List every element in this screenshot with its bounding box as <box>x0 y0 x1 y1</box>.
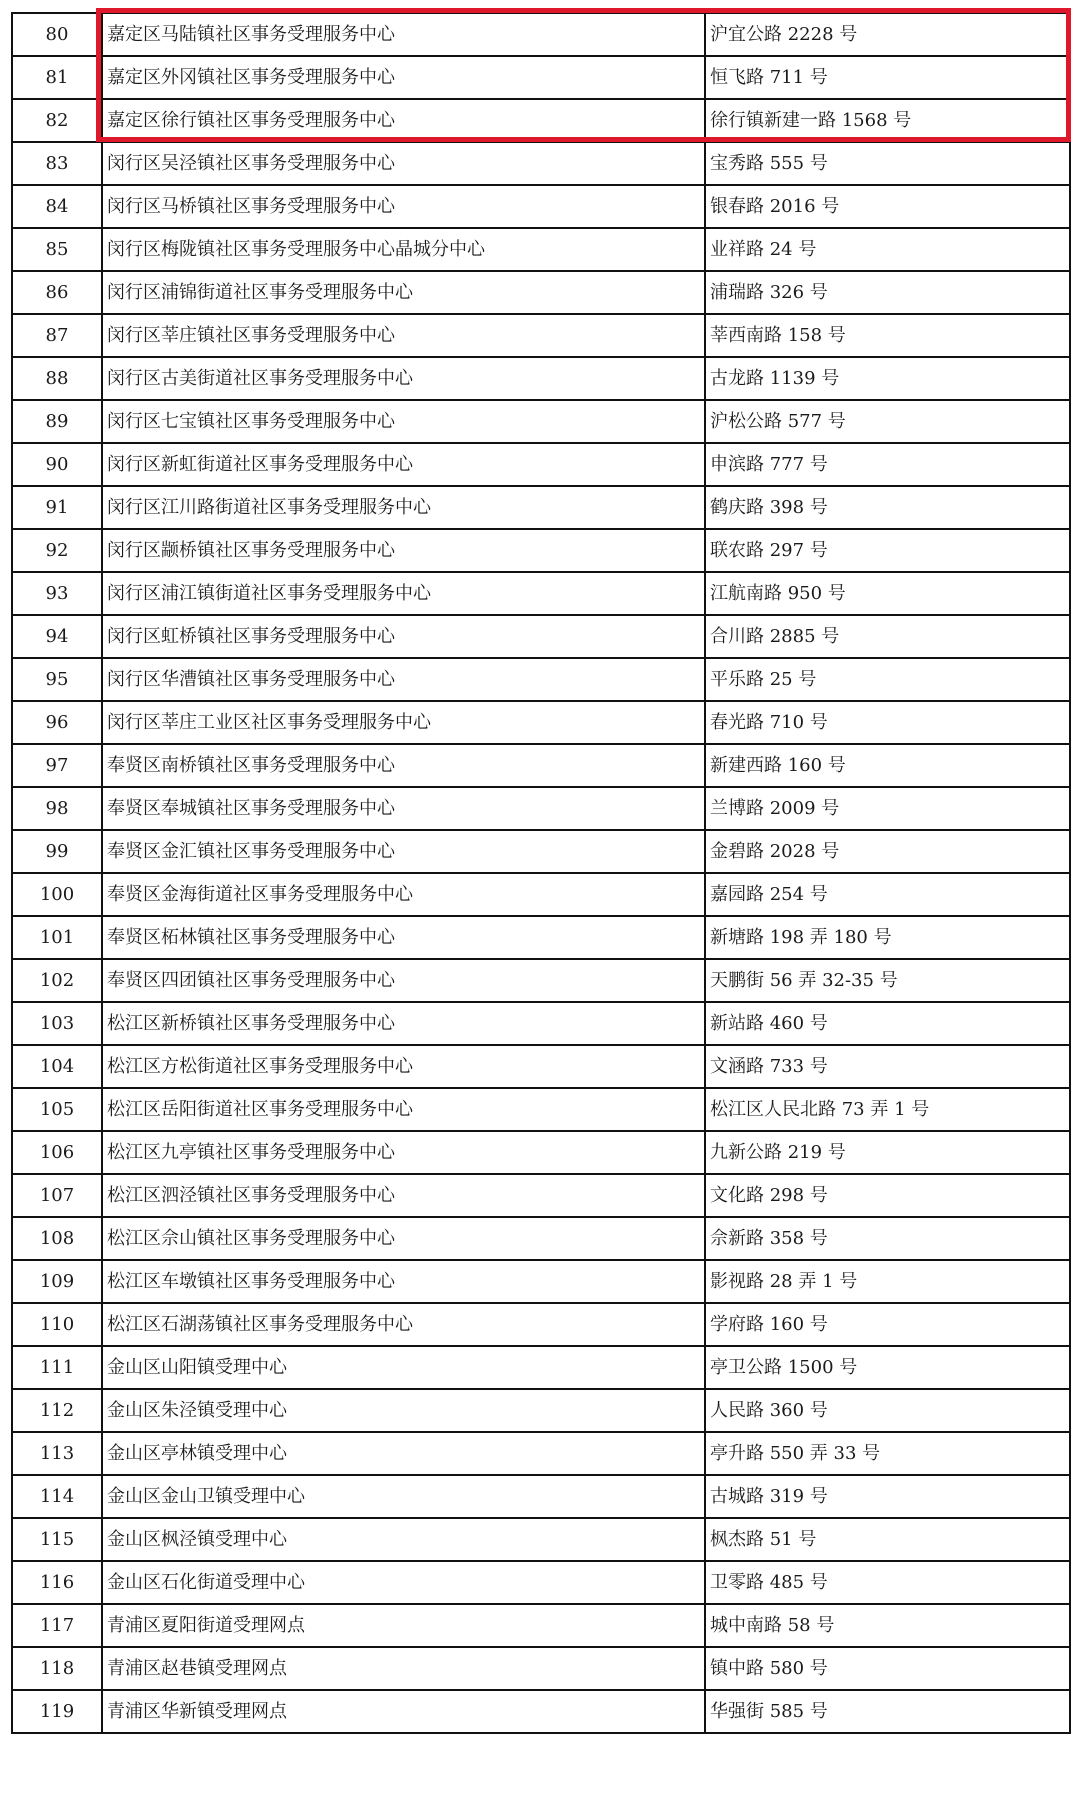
center-name: 金山区石化街道受理中心 <box>102 1561 705 1604</box>
center-name: 金山区金山卫镇受理中心 <box>102 1475 705 1518</box>
table-row <box>12 1518 1070 1561</box>
center-name: 闵行区梅陇镇社区事务受理服务中心晶城分中心 <box>102 228 705 271</box>
center-address: 影视路 28 弄 1 号 <box>705 1260 1070 1303</box>
center-name: 松江区九亭镇社区事务受理服务中心 <box>102 1131 705 1174</box>
table-row <box>12 873 1070 916</box>
center-address: 银春路 2016 号 <box>705 185 1070 228</box>
center-address: 联农路 297 号 <box>705 529 1070 572</box>
row-number: 96 <box>12 701 102 744</box>
center-name: 闵行区江川路街道社区事务受理服务中心 <box>102 486 705 529</box>
table-row <box>12 572 1070 615</box>
center-name: 奉贤区四团镇社区事务受理服务中心 <box>102 959 705 1002</box>
row-number: 86 <box>12 271 102 314</box>
table-row <box>12 486 1070 529</box>
center-address: 松江区人民北路 73 弄 1 号 <box>705 1088 1070 1131</box>
table-row <box>12 787 1070 830</box>
table-row <box>12 56 1070 99</box>
center-address: 合川路 2885 号 <box>705 615 1070 658</box>
table-row <box>12 1174 1070 1217</box>
table-row <box>12 1389 1070 1432</box>
center-address: 镇中路 580 号 <box>705 1647 1070 1690</box>
table-row <box>12 529 1070 572</box>
center-name: 闵行区吴泾镇社区事务受理服务中心 <box>102 142 705 185</box>
row-number: 99 <box>12 830 102 873</box>
center-address: 兰博路 2009 号 <box>705 787 1070 830</box>
table-row <box>12 1131 1070 1174</box>
table-row <box>12 658 1070 701</box>
row-number: 109 <box>12 1260 102 1303</box>
row-number: 100 <box>12 873 102 916</box>
row-number: 104 <box>12 1045 102 1088</box>
center-address: 九新公路 219 号 <box>705 1131 1070 1174</box>
row-number: 93 <box>12 572 102 615</box>
center-address: 江航南路 950 号 <box>705 572 1070 615</box>
center-address: 嘉园路 254 号 <box>705 873 1070 916</box>
service-center-table <box>11 12 1071 1734</box>
center-name: 金山区枫泾镇受理中心 <box>102 1518 705 1561</box>
row-number: 83 <box>12 142 102 185</box>
center-name: 青浦区赵巷镇受理网点 <box>102 1647 705 1690</box>
center-name: 松江区泗泾镇社区事务受理服务中心 <box>102 1174 705 1217</box>
center-name: 闵行区七宝镇社区事务受理服务中心 <box>102 400 705 443</box>
row-number: 110 <box>12 1303 102 1346</box>
center-address: 人民路 360 号 <box>705 1389 1070 1432</box>
table-row <box>12 314 1070 357</box>
table-row <box>12 916 1070 959</box>
center-address: 春光路 710 号 <box>705 701 1070 744</box>
row-number: 87 <box>12 314 102 357</box>
center-name: 闵行区虹桥镇社区事务受理服务中心 <box>102 615 705 658</box>
center-address: 亭升路 550 弄 33 号 <box>705 1432 1070 1475</box>
center-name: 金山区朱泾镇受理中心 <box>102 1389 705 1432</box>
center-name: 嘉定区外冈镇社区事务受理服务中心 <box>102 56 705 99</box>
row-number: 98 <box>12 787 102 830</box>
center-name: 奉贤区金汇镇社区事务受理服务中心 <box>102 830 705 873</box>
center-name: 松江区岳阳街道社区事务受理服务中心 <box>102 1088 705 1131</box>
center-name: 松江区石湖荡镇社区事务受理服务中心 <box>102 1303 705 1346</box>
center-name: 闵行区新虹街道社区事务受理服务中心 <box>102 443 705 486</box>
table-row <box>12 99 1070 142</box>
center-address: 平乐路 25 号 <box>705 658 1070 701</box>
table-row <box>12 744 1070 787</box>
table-row <box>12 615 1070 658</box>
center-address: 文化路 298 号 <box>705 1174 1070 1217</box>
row-number: 101 <box>12 916 102 959</box>
center-address: 沪松公路 577 号 <box>705 400 1070 443</box>
center-address: 申滨路 777 号 <box>705 443 1070 486</box>
center-address: 卫零路 485 号 <box>705 1561 1070 1604</box>
table-row <box>12 1045 1070 1088</box>
row-number: 102 <box>12 959 102 1002</box>
table-row <box>12 1647 1070 1690</box>
table-row <box>12 1088 1070 1131</box>
table-row <box>12 1346 1070 1389</box>
table-row <box>12 959 1070 1002</box>
row-number: 89 <box>12 400 102 443</box>
center-name: 金山区亭林镇受理中心 <box>102 1432 705 1475</box>
row-number: 108 <box>12 1217 102 1260</box>
table-row <box>12 1432 1070 1475</box>
center-name: 闵行区古美街道社区事务受理服务中心 <box>102 357 705 400</box>
table-row <box>12 400 1070 443</box>
table-row <box>12 1475 1070 1518</box>
table-row <box>12 1604 1070 1647</box>
center-address: 徐行镇新建一路 1568 号 <box>705 99 1070 142</box>
center-name: 奉贤区柘林镇社区事务受理服务中心 <box>102 916 705 959</box>
table-row <box>12 142 1070 185</box>
table-row <box>12 1260 1070 1303</box>
row-number: 107 <box>12 1174 102 1217</box>
center-address: 文涵路 733 号 <box>705 1045 1070 1088</box>
row-number: 90 <box>12 443 102 486</box>
center-address: 恒飞路 711 号 <box>705 56 1070 99</box>
row-number: 97 <box>12 744 102 787</box>
table-row <box>12 1002 1070 1045</box>
table-row <box>12 185 1070 228</box>
table-row <box>12 1217 1070 1260</box>
row-number: 103 <box>12 1002 102 1045</box>
center-address: 新塘路 198 弄 180 号 <box>705 916 1070 959</box>
center-address: 业祥路 24 号 <box>705 228 1070 271</box>
table-row <box>12 228 1070 271</box>
row-number: 114 <box>12 1475 102 1518</box>
center-address: 新建西路 160 号 <box>705 744 1070 787</box>
row-number: 115 <box>12 1518 102 1561</box>
table-row <box>12 1303 1070 1346</box>
center-address: 华强街 585 号 <box>705 1690 1070 1733</box>
center-name: 松江区新桥镇社区事务受理服务中心 <box>102 1002 705 1045</box>
row-number: 116 <box>12 1561 102 1604</box>
center-name: 奉贤区奉城镇社区事务受理服务中心 <box>102 787 705 830</box>
center-address: 宝秀路 555 号 <box>705 142 1070 185</box>
center-address: 鹤庆路 398 号 <box>705 486 1070 529</box>
center-address: 学府路 160 号 <box>705 1303 1070 1346</box>
row-number: 92 <box>12 529 102 572</box>
row-number: 119 <box>12 1690 102 1733</box>
center-name: 青浦区华新镇受理网点 <box>102 1690 705 1733</box>
center-address: 城中南路 58 号 <box>705 1604 1070 1647</box>
row-number: 85 <box>12 228 102 271</box>
row-number: 117 <box>12 1604 102 1647</box>
row-number: 106 <box>12 1131 102 1174</box>
row-number: 80 <box>12 13 102 56</box>
row-number: 88 <box>12 357 102 400</box>
center-name: 青浦区夏阳街道受理网点 <box>102 1604 705 1647</box>
center-name: 闵行区浦江镇街道社区事务受理服务中心 <box>102 572 705 615</box>
center-name: 松江区佘山镇社区事务受理服务中心 <box>102 1217 705 1260</box>
row-number: 111 <box>12 1346 102 1389</box>
center-name: 闵行区华漕镇社区事务受理服务中心 <box>102 658 705 701</box>
center-name: 闵行区浦锦街道社区事务受理服务中心 <box>102 271 705 314</box>
row-number: 112 <box>12 1389 102 1432</box>
center-name: 嘉定区徐行镇社区事务受理服务中心 <box>102 99 705 142</box>
center-address: 枫杰路 51 号 <box>705 1518 1070 1561</box>
row-number: 118 <box>12 1647 102 1690</box>
row-number: 81 <box>12 56 102 99</box>
center-name: 嘉定区马陆镇社区事务受理服务中心 <box>102 13 705 56</box>
center-name: 金山区山阳镇受理中心 <box>102 1346 705 1389</box>
center-address: 新站路 460 号 <box>705 1002 1070 1045</box>
row-number: 94 <box>12 615 102 658</box>
center-address: 金碧路 2028 号 <box>705 830 1070 873</box>
center-name: 闵行区莘庄镇社区事务受理服务中心 <box>102 314 705 357</box>
table-row <box>12 830 1070 873</box>
table-row <box>12 701 1070 744</box>
center-name: 松江区车墩镇社区事务受理服务中心 <box>102 1260 705 1303</box>
row-number: 91 <box>12 486 102 529</box>
table-row <box>12 13 1070 56</box>
center-name: 奉贤区金海街道社区事务受理服务中心 <box>102 873 705 916</box>
table-row <box>12 443 1070 486</box>
center-address: 莘西南路 158 号 <box>705 314 1070 357</box>
center-address: 佘新路 358 号 <box>705 1217 1070 1260</box>
row-number: 84 <box>12 185 102 228</box>
center-address: 浦瑞路 326 号 <box>705 271 1070 314</box>
row-number: 95 <box>12 658 102 701</box>
center-name: 松江区方松街道社区事务受理服务中心 <box>102 1045 705 1088</box>
table-row <box>12 1690 1070 1733</box>
table-row <box>12 357 1070 400</box>
center-name: 闵行区马桥镇社区事务受理服务中心 <box>102 185 705 228</box>
center-name: 奉贤区南桥镇社区事务受理服务中心 <box>102 744 705 787</box>
center-address: 天鹏街 56 弄 32-35 号 <box>705 959 1070 1002</box>
table-row <box>12 271 1070 314</box>
center-address: 沪宜公路 2228 号 <box>705 13 1070 56</box>
center-name: 闵行区莘庄工业区社区事务受理服务中心 <box>102 701 705 744</box>
table-row <box>12 1561 1070 1604</box>
center-address: 亭卫公路 1500 号 <box>705 1346 1070 1389</box>
center-address: 古城路 319 号 <box>705 1475 1070 1518</box>
row-number: 105 <box>12 1088 102 1131</box>
row-number: 82 <box>12 99 102 142</box>
center-address: 古龙路 1139 号 <box>705 357 1070 400</box>
table-body <box>12 13 1070 1733</box>
center-name: 闵行区颛桥镇社区事务受理服务中心 <box>102 529 705 572</box>
row-number: 113 <box>12 1432 102 1475</box>
